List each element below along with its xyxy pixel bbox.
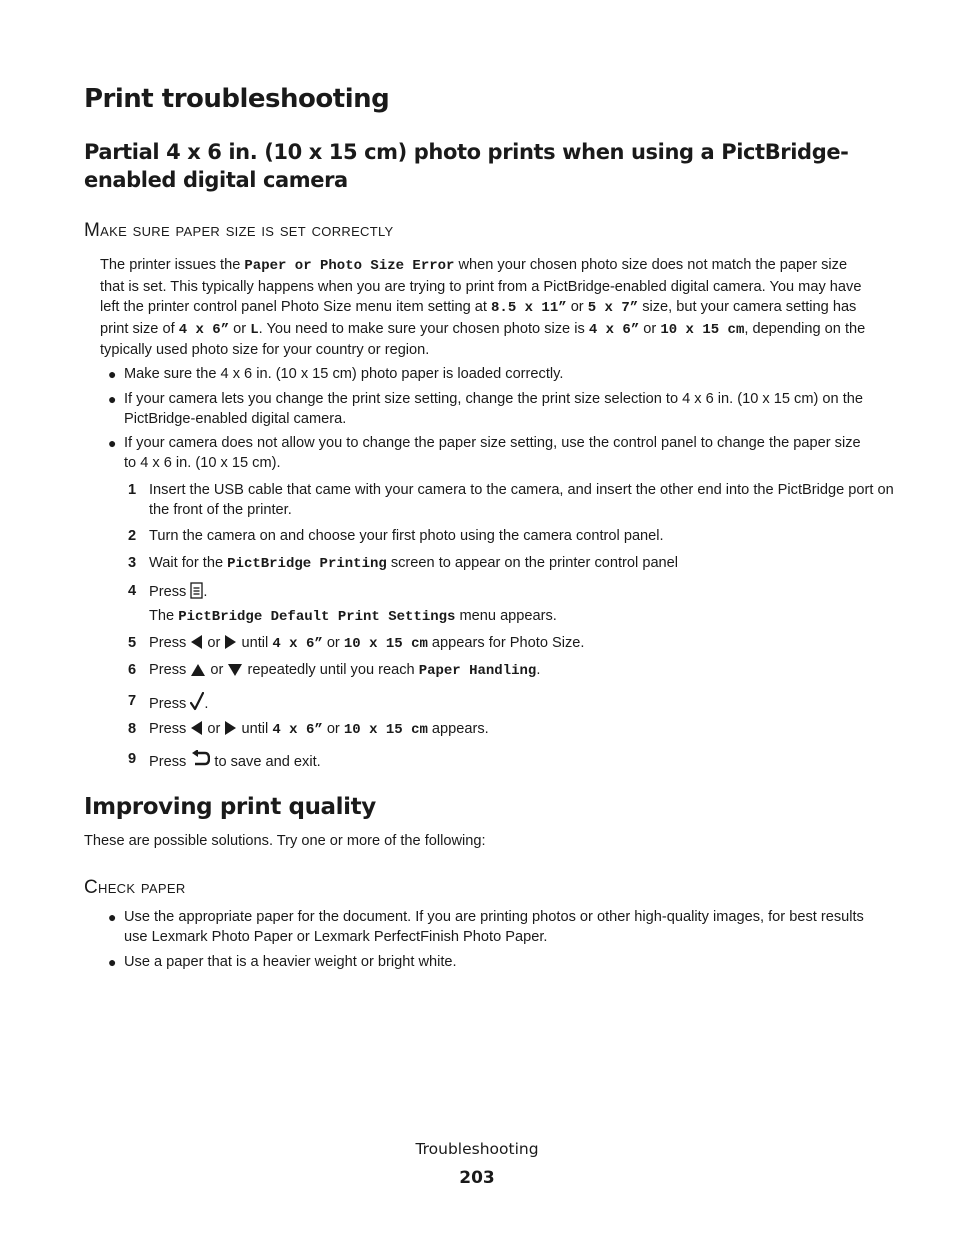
step-text: appears.	[427, 721, 489, 737]
bullet-icon: ●	[108, 909, 117, 925]
step-text: to save and exit.	[210, 754, 321, 770]
step-number: 9	[128, 751, 137, 767]
section-heading-print-quality: Improving print quality	[84, 794, 376, 820]
checkmark-icon	[190, 692, 204, 711]
step-text: or	[206, 662, 228, 678]
list-item	[100, 434, 875, 474]
step-text: Press	[149, 754, 191, 770]
back-icon	[190, 750, 210, 769]
list-item	[100, 953, 875, 973]
step-text: menu appears.	[455, 607, 557, 624]
step-text: Press	[149, 584, 191, 600]
step-text: Wait for the	[149, 555, 228, 571]
page-title: Print troubleshooting	[84, 84, 390, 114]
code-text: PictBridge Default Print Settings	[178, 608, 456, 625]
bullet-list-check-paper	[100, 908, 875, 972]
bullet-icon: ●	[108, 390, 117, 407]
step-item	[128, 554, 894, 575]
step-text: .	[204, 696, 209, 712]
bullet-list-paper-size	[100, 365, 875, 474]
step-note	[149, 607, 894, 628]
right-arrow-icon	[224, 634, 237, 650]
step-item	[128, 481, 894, 521]
step-text: or	[322, 635, 344, 651]
intro-text: These are possible solutions. Try one or more of the following:	[84, 833, 486, 849]
step-text: Press	[149, 696, 191, 712]
step-text: Press	[149, 721, 191, 737]
text: or	[566, 299, 588, 316]
step-text: screen to appear on the printer control panel	[386, 555, 679, 571]
step-text: The	[149, 607, 179, 624]
step-number: 8	[128, 721, 137, 737]
step-text: appears for Photo Size.	[427, 635, 585, 651]
step-number: 5	[128, 635, 137, 651]
up-arrow-icon	[190, 663, 206, 677]
step-text: .	[203, 584, 208, 600]
right-arrow-icon	[224, 720, 237, 736]
step-number: 6	[128, 662, 137, 678]
step-text: Insert the USB cable that came with your camera to the camera, and insert the other end into the PictBridge port on the front of the printer.	[149, 482, 894, 518]
section-heading-partial-prints: Partial 4 x 6 in. (10 x 15 cm) photo prints when using a PictBridge-enabled digital camera	[84, 140, 849, 192]
bullet-icon: ●	[108, 953, 117, 970]
text: The printer issues the	[100, 257, 245, 273]
step-item	[128, 582, 894, 628]
list-item	[100, 390, 875, 430]
text: or	[229, 320, 251, 337]
intro-paragraph	[100, 255, 875, 361]
code-text: 5 x 7”	[587, 300, 639, 317]
list-item-text: Make sure the 4 x 6 in. (10 x 15 cm) photo paper is loaded correctly.	[124, 366, 564, 382]
code-text: PictBridge Printing	[227, 556, 387, 572]
step-item	[128, 720, 894, 741]
step-text: Press	[149, 635, 191, 651]
step-item	[128, 750, 894, 773]
code-text: 10 x 15 cm	[343, 722, 428, 738]
step-number: 1	[128, 482, 137, 498]
step-text: Press	[149, 662, 191, 678]
code-text: 10 x 15 cm	[660, 321, 745, 338]
subheading-paper-size: Make sure paper size is set correctly	[84, 220, 394, 241]
code-text: 4 x 6”	[178, 321, 230, 338]
step-item	[128, 527, 894, 547]
page-number: 203	[459, 1168, 495, 1188]
bullet-icon: ●	[108, 366, 117, 382]
code-text: Paper Handling	[418, 663, 537, 679]
code-text: L	[250, 321, 259, 338]
text: when your chosen photo size does not match the paper size that is set. This typically happens when you are trying to print from a PictBridge-enabled digital camera. You may have left the printer control panel Photo Size menu item setting at	[100, 257, 862, 316]
text: , depending on the typically used photo size for your country or region.	[100, 320, 866, 359]
step-text: until	[237, 635, 273, 651]
step-text: repeatedly until you reach	[243, 662, 419, 678]
list-item	[100, 365, 875, 385]
list-item-text: If your camera does not allow you to change the paper size setting, use the control panel to change the paper size to 4 x 6 in. (10 x 15 cm).	[124, 435, 861, 472]
left-arrow-icon	[190, 720, 203, 736]
text: . You need to make sure your chosen photo size is	[258, 320, 589, 337]
footer-section-name: Troubleshooting	[415, 1140, 539, 1158]
step-number: 2	[128, 528, 137, 544]
code-text: 4 x 6”	[272, 636, 323, 652]
code-text: 4 x 6”	[272, 722, 323, 738]
step-text: or	[203, 635, 225, 651]
text: size, but your camera setting has print size of	[100, 299, 857, 337]
step-text: or	[322, 721, 344, 737]
step-number: 3	[128, 555, 137, 571]
step-text: until	[237, 721, 273, 737]
step-text: or	[203, 721, 225, 737]
code-text: 10 x 15 cm	[343, 636, 428, 652]
left-arrow-icon	[190, 634, 203, 650]
step-number: 7	[128, 693, 137, 709]
code-text: Paper or Photo Size Error	[244, 258, 455, 274]
text: or	[639, 320, 661, 337]
step-item	[128, 692, 894, 715]
list-item-text: Use the appropriate paper for the document. If you are printing photos or other high-quality images, for best results use Lexmark Photo Paper or Lexmark PerfectFinish Photo Paper.	[124, 909, 864, 945]
list-item	[100, 908, 875, 948]
down-arrow-icon	[227, 663, 243, 677]
bullet-icon: ●	[108, 435, 117, 452]
step-item	[128, 661, 894, 682]
menu-icon	[190, 582, 203, 599]
step-number: 4	[128, 583, 137, 599]
list-item-text: Use a paper that is a heavier weight or bright white.	[124, 953, 457, 970]
code-text: 8.5 x 11”	[491, 300, 567, 317]
step-item	[128, 634, 894, 655]
list-item-text: If your camera lets you change the print size setting, change the print size selection to 4 x 6 in. (10 x 15 cm) on the PictBridge-enabled digital camera.	[124, 390, 864, 427]
step-text: Turn the camera on and choose your first photo using the camera control panel.	[149, 528, 664, 544]
code-text: 4 x 6”	[588, 321, 640, 338]
step-text: .	[536, 662, 541, 678]
subheading-check-paper: Check paper	[84, 877, 186, 898]
